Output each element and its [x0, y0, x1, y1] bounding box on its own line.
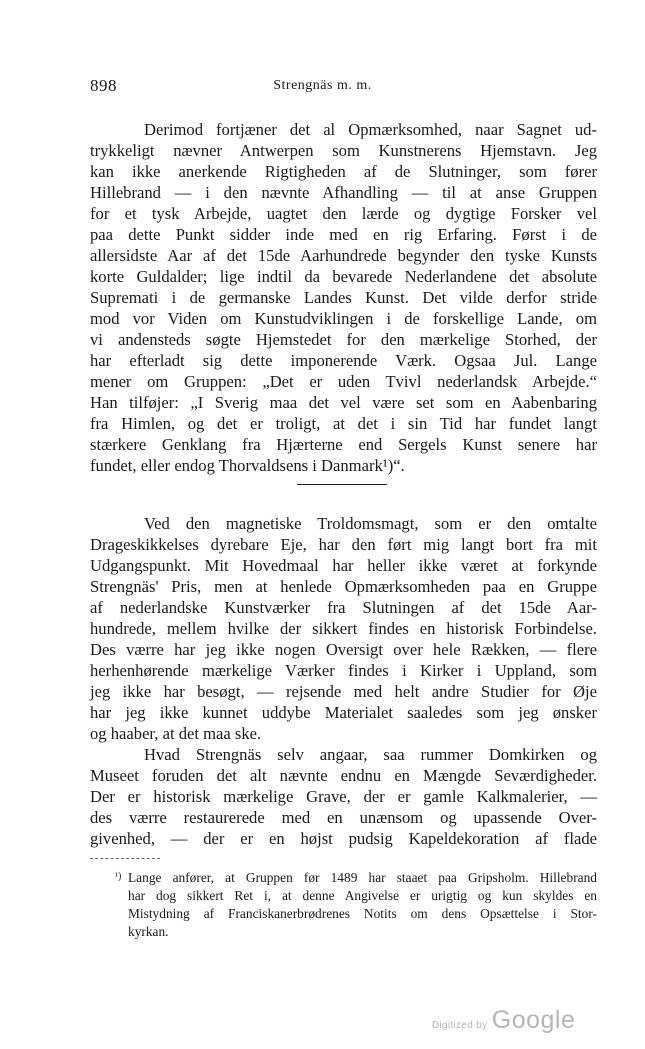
- text-line: Des værre har jeg ikke nogen Oversigt over hele Rækken, — flere: [90, 640, 597, 659]
- text-line: har jeg ikke kunnet uddybe Materialet saaledes som jeg ønsker: [90, 703, 597, 722]
- text-line: Hillebrand — i den nævnte Afhandling — til at anse Gruppen: [90, 183, 597, 202]
- text-line: des værre restaurerede med en unænsom og upassende Over-: [90, 808, 597, 827]
- text-line: af nederlandske Kunstværker fra Slutningen af det 15de Aar-: [90, 598, 597, 617]
- text-line: stærkere Genklang fra Hjærterne end Sergels Kunst senere har: [90, 435, 597, 454]
- text-line: mod vor Viden om Kunstudviklingen i de forskellige Lande, om: [90, 309, 597, 328]
- text-line: Ved den magnetiske Troldomsmagt, som er den omtalte: [144, 514, 597, 533]
- text-line: herhenhørende mærkelige Værker findes i Kirker i Uppland, som: [90, 661, 597, 680]
- text-line: og haaber, at det maa ske.: [90, 724, 262, 743]
- text-line: trykkeligt nævner Antwerpen som Kunstnerens Hjemstavn. Jeg: [90, 141, 597, 160]
- text-line: Der er historisk mærkelige Grave, der er gamle Kalkmalerier, —: [90, 787, 597, 806]
- text-line: fundet, eller endog Thorvaldsens i Danmark¹)“.: [90, 456, 405, 475]
- text-line: vi andensteds søgte Hjemstedet for den mærkelige Storhed, der: [90, 330, 597, 349]
- watermark-prefix: Digitized by: [432, 1020, 488, 1031]
- text-line: for et tysk Arbejde, uagtet den lærde og dygtige Forsker vel: [90, 204, 597, 223]
- footnote-line: Lange anfører, at Gruppen før 1489 har staaet paa Gripsholm. Hillebrand: [128, 870, 597, 885]
- google-logo: Google: [491, 1006, 576, 1034]
- text-line: mener om Gruppen: „Det er uden Tvivl nederlandsk Arbejde.“: [90, 372, 597, 391]
- text-line: Hvad Strengnäs selv angaar, saa rummer Domkirken og: [144, 745, 597, 764]
- text-line: hundrede, mellem hvilke der sikkert findes en historisk Forbindelse.: [90, 619, 597, 638]
- text-line: fra Himlen, og det er troligt, at det i sin Tid har fundet langt: [90, 414, 597, 433]
- text-line: Drageskikkelses dyrebare Eje, har den ført mig langt bort fra mit: [90, 535, 597, 554]
- text-line: Udgangspunkt. Mit Hovedmaal har heller ikke været at forkynde: [90, 556, 597, 575]
- text-line: har efterladt sig dette imponerende Værk. Ogsaa Jul. Lange: [90, 351, 597, 370]
- footnote-line: kyrkan.: [128, 924, 169, 939]
- text-line: Derimod fortjæner det al Opmærksomhed, naar Sagnet ud-: [144, 120, 597, 139]
- text-line: Strengnäs' Pris, men at henlede Opmærksomheden paa en Gruppe: [90, 577, 597, 596]
- text-line: jeg ikke har besøgt, — rejsende med helt andre Studier for Øje: [90, 682, 597, 701]
- footnote-marker: ¹): [115, 871, 122, 882]
- text-line: korte Guldalder; lige indtil da bevarede Nederlandene det absolute: [90, 267, 597, 286]
- text-line: allersidste Aar af det 15de Aarhundrede begynder den tyske Kunsts: [90, 246, 597, 265]
- text-line: Museet foruden det alt nævnte endnu en Mængde Seværdigheder.: [90, 766, 597, 785]
- digitized-watermark: [432, 1006, 575, 1035]
- running-head: Strengnäs m. m.: [273, 78, 372, 93]
- footnote-line: har dog sikkert Ret i, at denne Angivelse er urigtig og kun skyldes en: [128, 888, 597, 903]
- section-divider: [297, 484, 387, 485]
- page-number: 898: [90, 76, 117, 95]
- text-line: Han tilføjer: „I Sverig maa det vel være set som en Aabenbaring: [90, 393, 597, 412]
- text-line: givenhed, — der er en højst pudsig Kapeldekoration af flade: [90, 829, 597, 848]
- text-line: paa dette Punkt sidder inde med en rig Erfaring. Først i de: [90, 225, 597, 244]
- text-line: Supremati i de germanske Landes Kunst. Det vilde derfor stride: [90, 288, 597, 307]
- text-line: kan ikke anerkende Rigtigheden af de Slutninger, som fører: [90, 162, 597, 181]
- footnote-rule: [90, 858, 160, 859]
- footnote-line: Mistydning af Franciskanerbrødrenes Notits om dens Opsættelse i Stor-: [128, 906, 597, 921]
